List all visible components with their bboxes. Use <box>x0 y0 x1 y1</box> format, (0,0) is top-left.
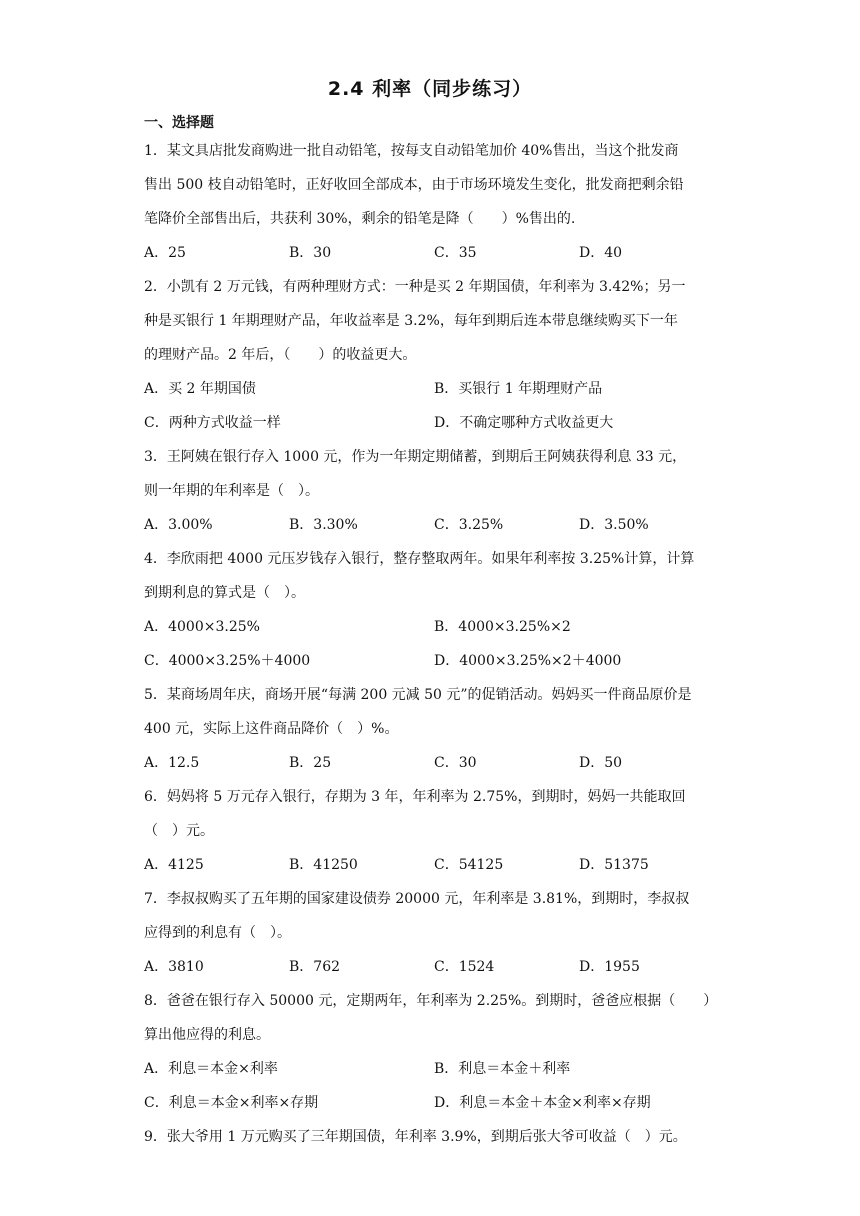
option-d[interactable]: D．4000×3.25%×2＋4000 <box>434 653 622 669</box>
option-c[interactable]: C．30 <box>434 755 477 771</box>
question-text-line: 的理财产品。2 年后，（ ）的收益更大。 <box>144 347 417 363</box>
question-text-line: 算出他应得的利息。 <box>144 1027 270 1043</box>
option-a[interactable]: A．3.00% <box>144 517 213 533</box>
options-row <box>144 644 724 678</box>
option-b[interactable]: B．4000×3.25%×2 <box>434 619 571 635</box>
options-row <box>144 508 724 542</box>
question-text-line: 9．张大爷用 1 万元购买了三年期国债，年利率 3.9%，到期后张大爷可收益（ ）元。 <box>144 1129 687 1145</box>
question-text-line: 到期利息的算式是（ ）。 <box>144 585 305 601</box>
options-row <box>144 746 724 780</box>
question-2 <box>144 270 724 440</box>
question-text-line: 5．某商场周年庆，商场开展“每满 200 元减 50 元”的促销活动。妈妈买一件商品原价是 <box>144 687 692 703</box>
page-title: 2.4 利率（同步练习） <box>327 78 533 100</box>
option-b[interactable]: B．41250 <box>289 857 358 873</box>
question-list <box>144 134 724 1154</box>
question-9 <box>144 1120 724 1154</box>
question-4 <box>144 542 724 678</box>
option-b[interactable]: B．利息＝本金＋利率 <box>434 1061 571 1077</box>
section-heading: 一、选择题 <box>144 115 214 131</box>
option-b[interactable]: B．30 <box>289 245 332 261</box>
option-d[interactable]: D．40 <box>579 245 623 261</box>
question-text-line: 则一年期的年利率是（ ）。 <box>144 483 319 499</box>
option-d[interactable]: D．1955 <box>579 959 640 975</box>
question-text-line: 7．李叔叔购买了五年期的国家建设债券 20000 元，年利率是 3.81%，到期时，李叔叔 <box>144 891 690 907</box>
option-a[interactable]: A．4000×3.25% <box>144 619 260 635</box>
option-a[interactable]: A．12.5 <box>144 755 200 771</box>
option-d[interactable]: D．3.50% <box>579 517 649 533</box>
question-5 <box>144 678 724 780</box>
option-a[interactable]: A．3810 <box>144 959 204 975</box>
option-d[interactable]: D．不确定哪种方式收益更大 <box>434 415 614 431</box>
option-d[interactable]: D．利息＝本金＋本金×利率×存期 <box>434 1095 651 1111</box>
option-a[interactable]: A．利息＝本金×利率 <box>144 1061 278 1077</box>
question-text-line: 售出 500 枝自动铅笔时，正好收回全部成本，由于市场环境发生变化，批发商把剩余铅 <box>144 177 684 193</box>
question-8 <box>144 984 724 1120</box>
option-c[interactable]: C．两种方式收益一样 <box>144 415 281 431</box>
options-row <box>144 848 724 882</box>
question-text-line: 6．妈妈将 5 万元存入银行，存期为 3 年，年利率为 2.75%，到期时，妈妈一共能取回 <box>144 789 686 805</box>
question-text-line: 8．爸爸在银行存入 50000 元，定期两年，年利率为 2.25%。到期时，爸爸应根据（ ） <box>144 993 718 1009</box>
question-text-line: 400 元，实际上这件商品降价（ ）%。 <box>144 721 399 737</box>
option-b[interactable]: B．25 <box>289 755 332 771</box>
question-text-line: 4．李欣雨把 4000 元压岁钱存入银行，整存整取两年。如果年利率按 3.25%计算，计算 <box>144 551 695 567</box>
question-text-line: （ ）元。 <box>144 823 214 839</box>
options-row <box>144 610 724 644</box>
options-row <box>144 372 724 406</box>
question-7 <box>144 882 724 984</box>
options-row <box>144 236 724 270</box>
option-c[interactable]: C．利息＝本金×利率×存期 <box>144 1095 319 1111</box>
option-b[interactable]: B．762 <box>289 959 341 975</box>
options-row <box>144 1086 724 1120</box>
option-a[interactable]: A．4125 <box>144 857 204 873</box>
option-d[interactable]: D．51375 <box>579 857 649 873</box>
question-1 <box>144 134 724 270</box>
option-c[interactable]: C．3.25% <box>434 517 504 533</box>
question-3 <box>144 440 724 542</box>
question-text-line: 3．王阿姨在银行存入 1000 元，作为一年期定期储蓄，到期后王阿姨获得利息 33 元， <box>144 449 687 465</box>
question-text-line: 2．小凯有 2 万元钱，有两种理财方式：一种是买 2 年期国债，年利率为 3.42%；另一 <box>144 279 686 295</box>
option-a[interactable]: A．买 2 年期国债 <box>144 381 256 397</box>
options-row <box>144 1052 724 1086</box>
option-c[interactable]: C．54125 <box>434 857 504 873</box>
options-row <box>144 950 724 984</box>
option-c[interactable]: C．35 <box>434 245 477 261</box>
options-row <box>144 406 724 440</box>
option-d[interactable]: D．50 <box>579 755 623 771</box>
question-text-line: 种是买银行 1 年期理财产品，年收益率是 3.2%，每年到期后连本带息继续购买下一年 <box>144 313 678 329</box>
option-b[interactable]: B．买银行 1 年期理财产品 <box>434 381 603 397</box>
question-6 <box>144 780 724 882</box>
option-c[interactable]: C．4000×3.25%＋4000 <box>144 653 311 669</box>
option-c[interactable]: C．1524 <box>434 959 495 975</box>
option-b[interactable]: B．3.30% <box>289 517 358 533</box>
question-text-line: 笔降价全部售出后，共获利 30%，剩余的铅笔是降（ ）%售出的. <box>144 211 576 227</box>
option-a[interactable]: A．25 <box>144 245 186 261</box>
question-text-line: 应得到的利息有（ ）。 <box>144 925 291 941</box>
question-text-line: 1．某文具店批发商购进一批自动铅笔，按每支自动铅笔加价 40%售出，当这个批发商 <box>144 143 679 159</box>
